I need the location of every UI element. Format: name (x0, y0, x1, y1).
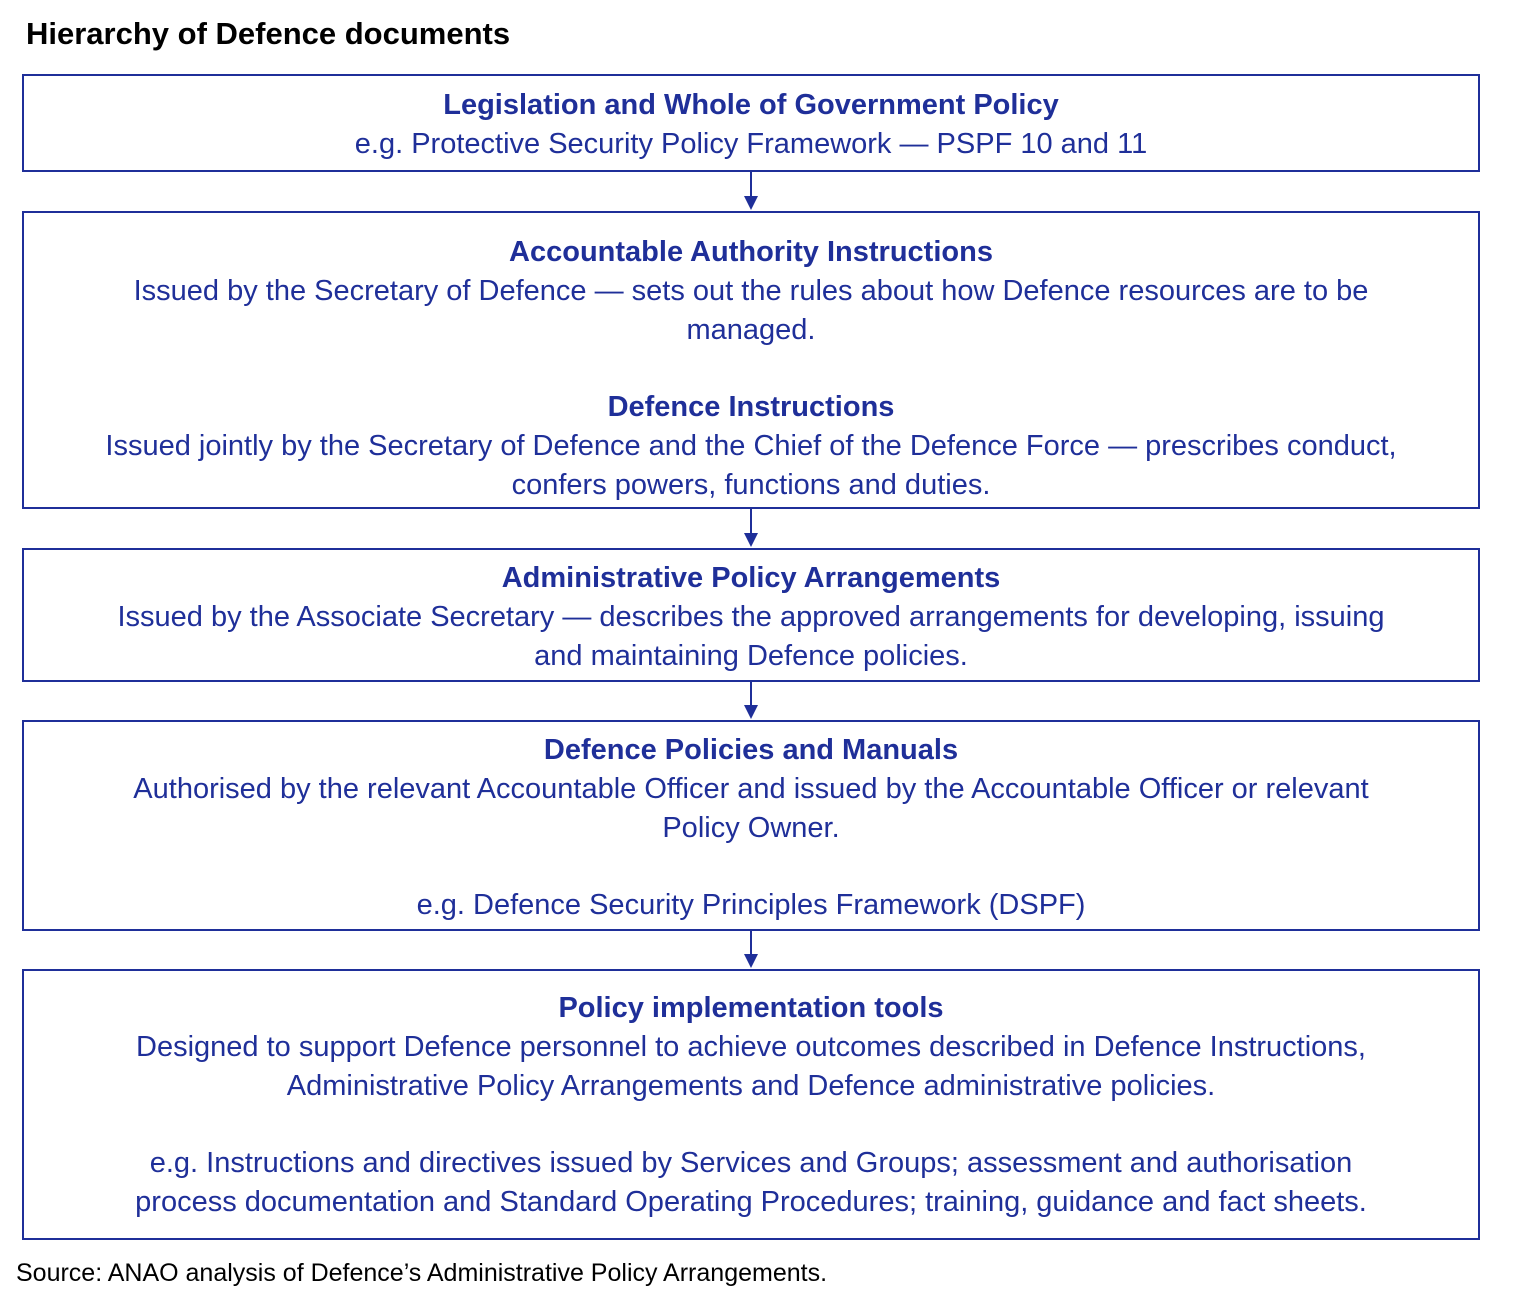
box-pm-line-1: Authorised by the relevant Accountable Officer and issued by the Accountable Officer or relevant (133, 773, 1369, 805)
box-pm-heading: Defence Policies and Manuals (543, 734, 959, 766)
arrow-down-icon (743, 682, 759, 720)
box-di-line-1: Issued jointly by the Secretary of Defence and the Chief of the Defence Force — prescribes conduct, (105, 430, 1397, 462)
box-pit-example-2: process documentation and Standard Operating Procedures; training, guidance and fact sheets. (135, 1186, 1367, 1218)
box-pit-heading: Policy implementation tools (558, 992, 944, 1024)
box-apa-heading: Administrative Policy Arrangements (501, 562, 1001, 594)
box-implementation-tools (22, 969, 1480, 1240)
arrow-down-icon (743, 509, 759, 548)
box-apa-line-2: and maintaining Defence policies. (534, 640, 968, 672)
box-di-heading: Defence Instructions (607, 391, 895, 423)
box-pit-line-1: Designed to support Defence personnel to achieve outcomes described in Defence Instructions, (136, 1031, 1366, 1063)
box-pit-line-2: Administrative Policy Arrangements and Defence administrative policies. (286, 1070, 1216, 1102)
box-apa-line-1: Issued by the Associate Secretary — describes the approved arrangements for developing, issuing (117, 601, 1385, 633)
box-pm-example: e.g. Defence Security Principles Framework (DSPF) (416, 889, 1086, 921)
box-aai-line-2: managed. (686, 314, 816, 346)
box-legislation-line-1: e.g. Protective Security Policy Framework — PSPF 10 and 11 (354, 128, 1148, 160)
box-policies-manuals (22, 720, 1480, 931)
box-legislation (22, 74, 1480, 172)
box-admin-policy-arrangements (22, 548, 1480, 682)
source-note: Source: ANAO analysis of Defence’s Administrative Policy Arrangements. (16, 1259, 828, 1287)
box-aai-line-1: Issued by the Secretary of Defence — sets out the rules about how Defence resources are to be (133, 275, 1369, 307)
arrow-down-icon (743, 172, 759, 211)
box-di-line-2: confers powers, functions and duties. (511, 469, 991, 501)
figure-title: Hierarchy of Defence documents (26, 16, 511, 51)
arrow-down-icon (743, 931, 759, 969)
box-pm-line-2: Policy Owner. (662, 812, 840, 844)
spacer (24, 848, 1478, 886)
box-pit-example-1: e.g. Instructions and directives issued by Services and Groups; assessment and authorisation (149, 1147, 1353, 1179)
box-aai-defence-instructions (22, 211, 1480, 509)
box-legislation-heading: Legislation and Whole of Government Policy (443, 89, 1059, 121)
spacer (24, 350, 1478, 388)
spacer (24, 1106, 1478, 1144)
box-aai-heading: Accountable Authority Instructions (509, 236, 993, 268)
